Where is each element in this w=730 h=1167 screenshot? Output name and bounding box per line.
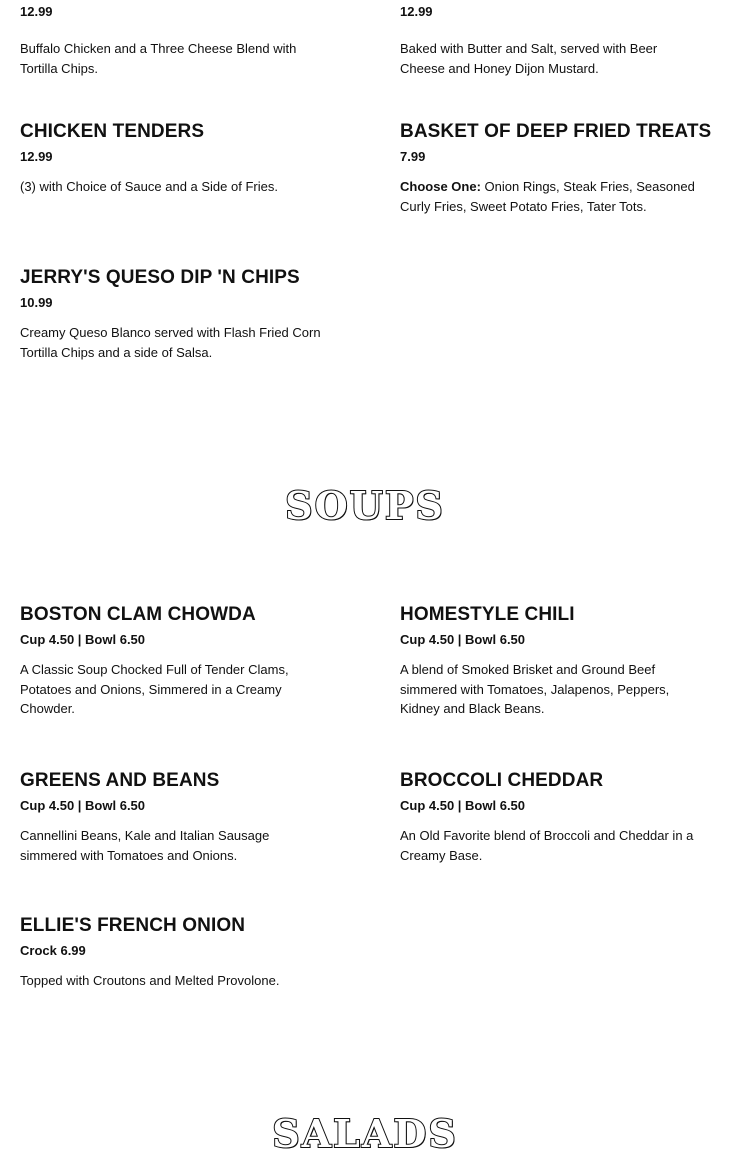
item-name: HOMESTYLE CHILI xyxy=(400,604,575,625)
item-description: Creamy Queso Blanco served with Flash Fried Corn Tortilla Chips and a side of Salsa. xyxy=(20,325,321,360)
item-price: 10.99 xyxy=(20,295,53,310)
menu-item-partial-right xyxy=(400,4,710,78)
item-price: Cup 4.50 | Bowl 6.50 xyxy=(20,632,146,647)
menu-item-greens-and-beans xyxy=(20,770,330,865)
item-description: Cannellini Beans, Kale and Italian Sausage simmered with Tomatoes and Onions. xyxy=(20,828,270,863)
item-name: ELLIE'S FRENCH ONION xyxy=(20,915,246,936)
menu-item-homestyle-chili xyxy=(400,604,710,719)
item-name: GREENS AND BEANS xyxy=(20,770,220,791)
item-name: BASKET OF DEEP FRIED TREATS xyxy=(400,121,712,142)
menu-item-basket-of-deep-fried-treats xyxy=(400,121,720,216)
item-description xyxy=(400,177,705,216)
item-description-text: Onion Rings, Steak Fries, Seasoned Curly Fries, Sweet Potato Fries, Tater Tots. xyxy=(400,179,695,214)
item-description: Buffalo Chicken and a Three Cheese Blend with Tortilla Chips. xyxy=(20,41,297,76)
item-description: (3) with Choice of Sauce and a Side of Fries. xyxy=(20,179,278,194)
item-price: 7.99 xyxy=(400,149,426,164)
menu-item-jerrys-queso xyxy=(20,267,330,362)
item-description: Baked with Butter and Salt, served with Beer Cheese and Honey Dijon Mustard. xyxy=(400,41,658,76)
item-description: A blend of Smoked Brisket and Ground Beef simmered with Tomatoes, Jalapenos, Peppers, Kidney and Black Beans. xyxy=(400,662,670,716)
section-title-soups: SOUPS xyxy=(285,483,445,528)
menu-item-boston-clam-chowda xyxy=(20,604,330,719)
item-price: 12.99 xyxy=(400,4,433,19)
item-price: 12.99 xyxy=(20,149,53,164)
section-title-salads: SALADS xyxy=(272,1111,458,1156)
menu-item-broccoli-cheddar xyxy=(400,770,715,865)
item-price: Crock 6.99 xyxy=(20,943,86,958)
item-name: BOSTON CLAM CHOWDA xyxy=(20,604,256,625)
menu-item-ellies-french-onion xyxy=(20,915,330,991)
item-price: Cup 4.50 | Bowl 6.50 xyxy=(400,798,526,813)
menu-item-chicken-tenders xyxy=(20,121,330,197)
item-description: Topped with Croutons and Melted Provolone. xyxy=(20,973,280,988)
item-price: 12.99 xyxy=(20,4,53,19)
item-description: A Classic Soup Chocked Full of Tender Clams, Potatoes and Onions, Simmered in a Creamy Chowder. xyxy=(20,662,289,716)
menu-item-partial-left xyxy=(20,4,330,78)
item-description: An Old Favorite blend of Broccoli and Cheddar in a Creamy Base. xyxy=(400,828,694,863)
item-name: BROCCOLI CHEDDAR xyxy=(400,770,604,791)
item-description-lead: Choose One: xyxy=(400,179,481,194)
item-price: Cup 4.50 | Bowl 6.50 xyxy=(400,632,526,647)
item-price: Cup 4.50 | Bowl 6.50 xyxy=(20,798,146,813)
item-name: JERRY'S QUESO DIP 'N CHIPS xyxy=(20,267,300,288)
item-name: CHICKEN TENDERS xyxy=(20,121,205,142)
